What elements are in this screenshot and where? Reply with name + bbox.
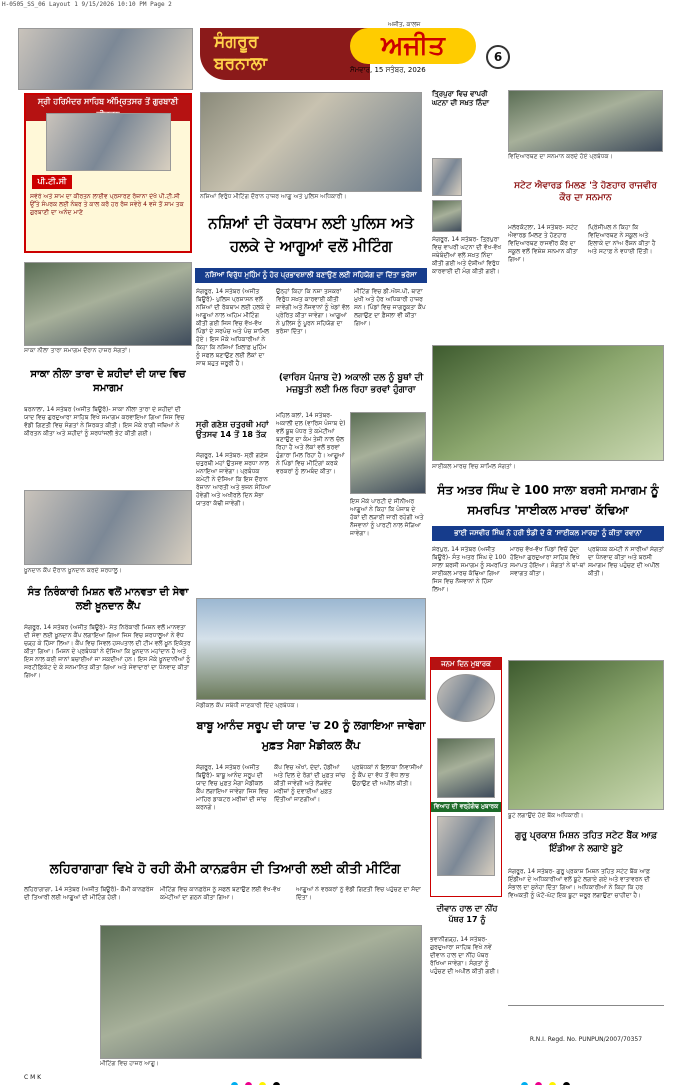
bloodcamp-photo [24,490,192,565]
golden-temple-image [46,113,171,171]
police-meeting-body-col2: ਉਨ੍ਹਾਂ ਕਿਹਾ ਕਿ ਨਸ਼ਾ ਤਸਕਰਾਂ ਵਿਰੁੱਧ ਸਖ਼ਤ ਕਾਰਵਾਈ ਕੀਤੀ ਜਾਵੇਗੀ ਅਤੇ ਨੌਜਵਾਨਾਂ ਨੂੰ ਖੇਡਾਂ ਵੱਲ ਪ੍ਰੇਰਿਤ ਕੀਤਾ ਜਾਵੇਗਾ। ਆਗੂਆਂ ਨੇ ਪੁਲਿਸ ਨੂੰ ਪੂਰਨ ਸਹਿਯੋਗ ਦਾ ਭਰੋਸਾ ਦਿੱਤਾ। [276,288,350,335]
ad-title: ਸ੍ਰੀ ਹਰਿਮੰਦਰ ਸਾਹਿਬ ਅੰਮ੍ਰਿਤਸਰ ਤੋਂ ਗੁਰਬਾਣੀ [26,95,190,121]
lehragaga-body-col2: ਮੀਟਿੰਗ ਵਿਚ ਕਾਨਫ਼ਰੰਸ ਨੂੰ ਸਫਲ ਬਣਾਉਣ ਲਈ ਵੱਖ-ਵੱਖ ਕਮੇਟੀਆਂ ਦਾ ਗਠਨ ਕੀਤਾ ਗਿਆ। [160,886,281,901]
gurbani-ad [24,93,192,253]
sant-nirankari-body: ਸੰਗਰੂਰ, 14 ਸਤੰਬਰ (ਅਜੀਤ ਬਿਊਰੋ)- ਸੰਤ ਨਿਰੰਕਾਰੀ ਮਿਸ਼ਨ ਵਲੋਂ ਮਾਨਵਤਾ ਦੀ ਸੇਵਾ ਲਈ ਖ਼ੂਨਦਾਨ ਕੈਂਪ ਲਗਾਇਆ ਗਿਆ ਜਿਸ ਵਿਚ ਸ਼ਰਧਾਲੂਆਂ ਨੇ ਵੱਧ ਚੜ੍ਹ ਕੇ ਹਿੱਸਾ ਲਿਆ। ਕੈਂਪ ਵਿਚ ਸਿਵਲ ਹਸਪਤਾਲ ਦੀ ਟੀਮ ਵਲੋਂ ਖ਼ੂਨ ਇਕੱਤਰ ਕੀਤਾ ਗਿਆ। ਮਿਸ਼ਨ ਦੇ ਪ੍ਰਬੰਧਕਾਂ ਨੇ ਦੱਸਿਆ ਕਿ ਖ਼ੂਨਦਾਨ ਮਹਾਂਦਾਨ ਹੈ ਅਤੇ ਇਸ ਨਾਲ ਕਈ ਜਾਨਾਂ ਬਚਾਈਆਂ ਜਾ ਸਕਦੀਆਂ ਹਨ। ਇਸ ਮੌਕੇ ਖ਼ੂਨਦਾਨੀਆਂ ਨੂੰ ਸਰਟੀਫ਼ਿਕੇਟ ਦੇ ਕੇ ਸਨਮਾਨਿਤ ਕੀਤਾ ਗਿਆ ਅਤੇ ਸੇਵਾਦਾਰਾਂ ਦਾ ਧੰਨਵਾਦ ਕੀਤਾ ਗਿਆ। [24,624,191,679]
top-right-body: ਸੰਗਰੂਰ, 14 ਸਤੰਬਰ- ਤ੍ਰਿਪੁਰਾ ਵਿਚ ਵਾਪਰੀ ਘਟਨਾ ਦੀ ਵੱਖ-ਵੱਖ ਜਥੇਬੰਦੀਆਂ ਵਲੋਂ ਸਖ਼ਤ ਨਿੰਦਾ ਕੀਤੀ ਗਈ ਅਤੇ ਦੋਸ਼ੀਆਂ ਵਿਰੁੱਧ ਕਾਰਵਾਈ ਦੀ ਮੰਗ ਕੀਤੀ ਗਈ। [432,236,502,275]
lehragaga-caption: ਮੀਟਿੰਗ ਵਿਚ ਹਾਜ਼ਰ ਆਗੂ। [100,1060,159,1067]
sant-attar-body-col1: ਸ਼ੇਰਪੁਰ, 14 ਸਤੰਬਰ (ਅਜੀਤ ਬਿਊਰੋ)- ਸੰਤ ਅਤਰ ਸਿੰਘ ਦੇ 100 ਸਾਲਾ ਬਰਸੀ ਸਮਾਗਮ ਨੂੰ ਸਮਰਪਿਤ ਸਾਈਕਲ ਮਾਰਚ ਕੱਢਿਆ ਗਿਆ ਜਿਸ ਵਿਚ ਨੌਜਵਾਨਾਂ ਨੇ ਹਿੱਸਾ ਲਿਆ। [432,546,508,593]
portrait-1 [432,158,462,196]
lehragaga-body-col1: ਲਹਿਰਾਗਾਗਾ, 14 ਸਤੰਬਰ (ਅਜੀਤ ਬਿਊਰੋ)- ਕੌਮੀ ਕਾਨਫ਼ਰੰਸ ਦੀ ਤਿਆਰੀ ਲਈ ਆਗੂਆਂ ਦੀ ਮੀਟਿੰਗ ਹੋਈ। [24,886,154,901]
tree-headline: ਗੁਰੂ ਪ੍ਰਕਾਸ਼ ਮਿਸ਼ਨ ਤਹਿਤ ਸਟੇਟ ਬੈਂਕ ਆਫ਼ ਇੰਡੀਆ ਨੇ ਲਗਾਏ ਬੂਟੇ [514,831,658,854]
sant-attar-body-col3: ਪ੍ਰਬੰਧਕ ਕਮੇਟੀ ਨੇ ਸਾਰੀਆਂ ਸੰਗਤਾਂ ਦਾ ਧੰਨਵਾਦ ਕੀਤਾ ਅਤੇ ਬਰਸੀ ਸਮਾਗਮ ਵਿਚ ਪਹੁੰਚਣ ਦੀ ਅਪੀਲ ਕੀਤੀ। [588,546,664,577]
greetings-box [430,657,502,897]
meeting-photo [200,92,422,192]
babu-anand-body-col1: ਸੰਗਰੂਰ, 14 ਸਤੰਬਰ (ਅਜੀਤ ਬਿਊਰੋ)- ਬਾਬੂ ਆਨੰਦ ਸਰੂਪ ਦੀ ਯਾਦ ਵਿਚ ਮੁਫ਼ਤ ਮੈਗਾ ਮੈਡੀਕਲ ਕੈਂਪ ਲਗਾਇਆ ਜਾਵੇਗਾ ਜਿਸ ਵਿਚ ਮਾਹਿਰ ਡਾਕਟਰ ਮਰੀਜ਼ਾਂ ਦੀ ਜਾਂਚ ਕਰਨਗੇ। [196,764,269,811]
lehragaga-body-col3: ਆਗੂਆਂ ਨੇ ਵਰਕਰਾਂ ਨੂੰ ਵੱਡੀ ਗਿਣਤੀ ਵਿਚ ਪਹੁੰਚਣ ਦਾ ਸੱਦਾ ਦਿੱਤਾ। [296,886,421,901]
page-number: 6 [486,45,510,69]
leaders-portraits [350,412,426,494]
warsi-headline: (ਵਾਰਿਸ ਪੰਜਾਬ ਦੇ) ਅਕਾਲੀ ਦਲ ਨੂੰ ਬੂਥਾਂ ਦੀ ਮਜ਼ਬੂਤੀ ਲਈ ਮਿਲ ਰਿਹਾ ਭਰਵਾਂ ਹੁੰਗਾਰਾ [278,373,424,395]
color-dots-right [520,1074,571,1085]
temple-photo [18,28,193,90]
newspaper-logo: ਅਜੀਤ [350,28,476,64]
warsi-body: ਮਹਿਲ ਕਲਾਂ, 14 ਸਤੰਬਰ- ਅਕਾਲੀ ਦਲ (ਵਾਰਿਸ ਪੰਜਾਬ ਦੇ) ਵਲੋਂ ਬੂਥ ਪੱਧਰ ਤੇ ਕਮੇਟੀਆਂ ਬਣਾਉਣ ਦਾ ਕੰਮ ਤੇਜ਼ੀ ਨਾਲ ਚੱਲ ਰਿਹਾ ਹੈ ਅਤੇ ਲੋਕਾਂ ਵਲੋਂ ਭਰਵਾਂ ਹੁੰਗਾਰਾ ਮਿਲ ਰਿਹਾ ਹੈ। ਆਗੂਆਂ ਨੇ ਪਿੰਡਾਂ ਵਿਚ ਮੀਟਿੰਗਾਂ ਕਰਕੇ ਵਰਕਰਾਂ ਨੂੰ ਲਾਮਬੰਦ ਕੀਤਾ। [276,412,346,475]
sakha-body: ਬਰਨਾਲਾ, 14 ਸਤੰਬਰ (ਅਜੀਤ ਬਿਊਰੋ)- ਸਾਕਾ ਨੀਲਾ ਤਾਰਾ ਦੇ ਸ਼ਹੀਦਾਂ ਦੀ ਯਾਦ ਵਿਚ ਗੁਰਦੁਆਰਾ ਸਾਹਿਬ ਵਿਖੇ ਸਮਾਗਮ ਕਰਵਾਇਆ ਗਿਆ ਜਿਸ ਵਿਚ ਵੱਡੀ ਗਿਣਤੀ ਵਿਚ ਸੰਗਤਾਂ ਨੇ ਸ਼ਿਰਕਤ ਕੀਤੀ। ਇਸ ਮੌਕੇ ਰਾਗੀ ਜਥਿਆਂ ਨੇ ਕੀਰਤਨ ਕੀਤਾ ਅਤੇ ਸ਼ਹੀਦਾਂ ਨੂੰ ਸ਼ਰਧਾਂਜਲੀ ਭੇਟ ਕੀਤੀ ਗਈ। [24,406,185,437]
janam-din-title: ਜਨਮ ਦਿਨ ਮੁਬਾਰਕ [431,658,501,670]
lehragaga-headline: ਲਹਿਰਾਗਾਗਾ ਵਿਖੇ ਹੋ ਰਹੀ ਕੌਮੀ ਕਾਨਫ਼ਰੰਸ ਦੀ ਤਿਆਰੀ ਲਈ ਕੀਤੀ ਮੀਟਿੰਗ [49,862,401,877]
tree-photo [508,660,664,810]
sant-attar-body-col2: ਮਾਰਚ ਵੱਖ-ਵੱਖ ਪਿੰਡਾਂ ਵਿਚੋਂ ਹੁੰਦਾ ਹੋਇਆ ਗੁਰਦੁਆਰਾ ਸਾਹਿਬ ਵਿਖੇ ਸਮਾਪਤ ਹੋਇਆ। ਸੰਗਤਾਂ ਨੇ ਥਾਂ-ਥਾਂ ਸਵਾਗਤ ਕੀਤਾ। [510,546,586,577]
police-meeting-body-col1: ਸੰਗਰੂਰ, 14 ਸਤੰਬਰ (ਅਜੀਤ ਬਿਊਰੋ)- ਪੁਲਿਸ ਪ੍ਰਸ਼ਾਸਨ ਵਲੋਂ ਨਸ਼ਿਆਂ ਦੀ ਰੋਕਥਾਮ ਲਈ ਹਲਕੇ ਦੇ ਆਗੂਆਂ ਨਾਲ ਅਹਿਮ ਮੀਟਿੰਗ ਕੀਤੀ ਗਈ ਜਿਸ ਵਿਚ ਵੱਖ-ਵੱਖ ਪਿੰਡਾਂ ਦੇ ਸਰਪੰਚ ਅਤੇ ਪੰਚ ਸ਼ਾਮਿਲ ਹੋਏ। ਇਸ ਮੌਕੇ ਅਧਿਕਾਰੀਆਂ ਨੇ ਕਿਹਾ ਕਿ ਨਸ਼ਿਆਂ ਖ਼ਿਲਾਫ਼ ਮੁਹਿੰਮ ਨੂੰ ਸਫਲ ਬਣਾਉਣ ਲਈ ਲੋਕਾਂ ਦਾ ਸਾਥ ਬਹੁਤ ਜ਼ਰੂਰੀ ਹੈ। [196,288,271,367]
wedding-title: ਵਿਆਹ ਦੀ ਵਰ੍ਹੇਗੰਢ ਮੁਬਾਰਕ [431,802,501,812]
couple-photo-1 [437,738,495,798]
print-slug: H-0505_SS_06 Layout 1 9/15/2026 10:10 PM Page 2 [2,1,172,8]
medical-camp-caption: ਮੈਡੀਕਲ ਕੈਂਪ ਸਬੰਧੀ ਜਾਣਕਾਰੀ ਦਿੰਦੇ ਪ੍ਰਬੰਧਕ। [196,702,299,709]
cycle-march-caption: ਸਾਈਕਲ ਮਾਰਚ ਵਿਚ ਸ਼ਾਮਿਲ ਸੰਗਤਾਂ। [432,463,516,470]
tree-body: ਸੰਗਰੂਰ, 14 ਸਤੰਬਰ- ਗੁਰੂ ਪ੍ਰਕਾਸ਼ ਮਿਸ਼ਨ ਤਹਿਤ ਸਟੇਟ ਬੈਂਕ ਆਫ਼ ਇੰਡੀਆ ਦੇ ਅਧਿਕਾਰੀਆਂ ਵਲੋਂ ਬੂਟੇ ਲਗਾਏ ਗਏ ਅਤੇ ਵਾਤਾਵਰਨ ਦੀ ਸੰਭਾਲ ਦਾ ਸੁਨੇਹਾ ਦਿੱਤਾ ਗਿਆ। ਅਧਿਕਾਰੀਆਂ ਨੇ ਕਿਹਾ ਕਿ ਹਰ ਵਿਅਕਤੀ ਨੂੰ ਘੱਟੋ-ਘੱਟ ਇਕ ਬੂਟਾ ਜ਼ਰੂਰ ਲਗਾਉਣਾ ਚਾਹੀਦਾ ਹੈ। [508,868,650,899]
sant-attar-headline: ਸੰਤ ਅਤਰ ਸਿੰਘ ਦੇ 100 ਸਾਲਾ ਬਰਸੀ ਸਮਾਗਮ ਨੂੰ ਸਮਰਪਿਤ 'ਸਾਈਕਲ ਮਾਰਚ' ਕੱਢਿਆ [437,483,659,517]
police-meeting-headline: ਨਸ਼ਿਆਂ ਦੀ ਰੋਕਥਾਮ ਲਈ ਪੁਲਿਸ ਅਤੇ ਹਲਕੇ ਦੇ ਆਗੂਆਂ ਵਲੋਂ ਮੀਟਿੰਗ [208,214,414,255]
meeting-caption: ਨਸ਼ਿਆਂ ਵਿਰੁੱਧ ਮੀਟਿੰਗ ਦੌਰਾਨ ਹਾਜ਼ਰ ਆਗੂ ਅਤੇ ਪੁਲਿਸ ਅਧਿਕਾਰੀ। [200,193,347,200]
babu-anand-headline: ਬਾਬੂ ਆਨੰਦ ਸਰੂਪ ਦੀ ਯਾਦ 'ਚ 20 ਨੂੰ ਲਗਾਇਆ ਜਾਵੇਗਾ ਮੁਫ਼ਤ ਮੈਗਾ ਮੈਡੀਕਲ ਕੈਂਪ [196,719,426,752]
award-body-col2: ਪ੍ਰਿੰਸੀਪਲ ਨੇ ਕਿਹਾ ਕਿ ਵਿਦਿਆਰਥਣ ਨੇ ਸਕੂਲ ਅਤੇ ਇਲਾਕੇ ਦਾ ਨਾਂਅ ਰੌਸ਼ਨ ਕੀਤਾ ਹੈ ਅਤੇ ਸਟਾਫ਼ ਨੇ ਵਧਾਈ ਦਿੱਤੀ। [588,224,656,255]
warsi-body-col2: ਇਸ ਮੌਕੇ ਪਾਰਟੀ ਦੇ ਸੀਨੀਅਰ ਆਗੂਆਂ ਨੇ ਕਿਹਾ ਕਿ ਪੰਜਾਬ ਦੇ ਹੱਕਾਂ ਦੀ ਲੜਾਈ ਜਾਰੀ ਰਹੇਗੀ ਅਤੇ ਨੌਜਵਾਨਾਂ ਨੂੰ ਪਾਰਟੀ ਨਾਲ ਜੋੜਿਆ ਜਾਵੇਗਾ। [350,498,424,537]
deewan-body: ਭਵਾਨੀਗੜ੍ਹ, 14 ਸਤੰਬਰ- ਗੁਰਦੁਆਰਾ ਸਾਹਿਬ ਵਿਖੇ ਨਵੇਂ ਦੀਵਾਨ ਹਾਲ ਦਾ ਨੀਂਹ ਪੱਥਰ ਰੱਖਿਆ ਜਾਵੇਗਾ। ਸੰਗਤਾਂ ਨੂੰ ਪਹੁੰਚਣ ਦੀ ਅਪੀਲ ਕੀਤੀ ਗਈ। [430,936,500,975]
ptc-tag: ਪੀ.ਟੀ.ਸੀ [32,175,72,189]
medical-camp-photo [196,598,426,700]
award-caption: ਵਿਦਿਆਰਥਣ ਦਾ ਸਨਮਾਨ ਕਰਦੇ ਹੋਏ ਪ੍ਰਬੰਧਕ। [508,153,613,160]
police-meeting-body-col3: ਮੀਟਿੰਗ ਵਿਚ ਡੀ.ਐਸ.ਪੀ, ਥਾਣਾ ਮੁਖੀ ਅਤੇ ਹੋਰ ਅਧਿਕਾਰੀ ਹਾਜ਼ਰ ਸਨ। ਪਿੰਡਾਂ ਵਿਚ ਜਾਗਰੂਕਤਾ ਕੈਂਪ ਲਗਾਉਣ ਦਾ ਫ਼ੈਸਲਾ ਵੀ ਕੀਤਾ ਗਿਆ। [354,288,426,327]
bloodcamp-caption: ਖ਼ੂਨਦਾਨ ਕੈਂਪ ਦੌਰਾਨ ਖ਼ੂਨਦਾਨ ਕਰਦੇ ਸ਼ਰਧਾਲੂ। [24,567,122,574]
top-right-headline: ਤ੍ਰਿਪੁਰਾ ਵਿਚ ਵਾਪਰੀ ਘਟਨਾ ਦੀ ਸਖ਼ਤ ਨਿੰਦਾ [432,90,489,107]
award-headline: ਸਟੇਟ ਐਵਾਰਡ ਮਿਲਣ 'ਤੇ ਹੋਣਹਾਰ ਰਾਜਵੀਰ ਕੌਰ ਦਾ ਸਨਮਾਨ [514,181,657,203]
issue-date: ਸੋਮਵਾਰ, 15 ਸਤੰਬਰ, 2026 [350,66,426,74]
award-body-col1: ਮਲੇਰਕੋਟਲਾ, 14 ਸਤੰਬਰ- ਸਟੇਟ ਐਵਾਰਡ ਮਿਲਣ ਤੇ ਹੋਣਹਾਰ ਵਿਦਿਆਰਥਣ ਰਾਜਵੀਰ ਕੌਰ ਦਾ ਸਕੂਲ ਵਲੋਂ ਵਿਸ਼ੇਸ਼ ਸਨਮਾਨ ਕੀਤਾ ਗਿਆ। [508,224,578,263]
cycle-march-photo [432,345,664,461]
sakha-headline: ਸਾਕਾ ਨੀਲਾ ਤਾਰਾ ਦੇ ਸ਼ਹੀਦਾਂ ਦੀ ਯਾਦ ਵਿਚ ਸਮਾਗਮ [30,369,186,394]
portrait-2 [432,200,462,232]
edition-name-line2: ਬਰਨਾਲਾ [214,54,267,74]
babu-anand-body-col3: ਪ੍ਰਬੰਧਕਾਂ ਨੇ ਇਲਾਕਾ ਨਿਵਾਸੀਆਂ ਨੂੰ ਕੈਂਪ ਦਾ ਵੱਧ ਤੋਂ ਵੱਧ ਲਾਭ ਉਠਾਉਣ ਦੀ ਅਪੀਲ ਕੀਤੀ। [352,764,423,787]
printer-line [508,1005,664,1053]
edition-name-line1: ਸੰਗਰੂਰ [214,32,259,52]
birthday-portrait [437,674,495,722]
color-dots [230,1074,281,1085]
masthead [200,21,488,80]
sakha-photo [24,262,192,346]
ad-body: ਸਵੇਰੇ ਅਤੇ ਸ਼ਾਮ ਦਾ ਕੀਰਤਨ ਲਾਈਵ ਪ੍ਰਸਾਰਣ ਰੋਜ਼ਾਨਾ ਦੇਖੋ ਪੀ.ਟੀ.ਸੀ ਉੱਤੇ ਸੰਪਰਕ ਲਈ ਨੰਬਰ ਤੇ ਕਾਲ ਕਰੋ ਹਰ ਰੋਜ਼ ਸਵੇਰੇ 4 ਵਜੇ ਤੋਂ ਸ਼ਾਮ ਤਕ ਗੁਰਬਾਣੀ ਦਾ ਅਨੰਦ ਮਾਣੋ [30,193,184,216]
masthead-small: ਅਜੀਤ, ਕਾਲਜ [388,21,421,28]
registration-number: R.N.I. Regd. No. PUNPUN/2007/70357 [529,1036,643,1043]
police-meeting-banner: ਨਸ਼ਿਆਂ ਵਿਰੁੱਧ ਮੁਹਿੰਮ ਨੂੰ ਹੋਰ ਪ੍ਰਭਾਵਸ਼ਾਲੀ ਬਣਾਉਣ ਲਈ ਸਹਿਯੋਗ ਦਾ ਦਿੱਤਾ ਭਰੋਸਾ [195,268,427,283]
cmyk-label: C M K [24,1074,42,1081]
sakha-caption: ਸਾਕਾ ਨੀਲਾ ਤਾਰਾ ਸਮਾਗਮ ਦੌਰਾਨ ਹਾਜ਼ਰ ਸੰਗਤਾਂ। [24,347,132,354]
ganesh-body: ਸੰਗਰੂਰ, 14 ਸਤੰਬਰ- ਸ੍ਰੀ ਗਣੇਸ਼ ਚਤੁਰਥੀ ਮਹਾਂ ਉਤਸਵ ਸ਼ਰਧਾ ਨਾਲ ਮਨਾਇਆ ਜਾਵੇਗਾ। ਪ੍ਰਬੰਧਕ ਕਮੇਟੀ ਨੇ ਦੱਸਿਆ ਕਿ ਇਸ ਦੌਰਾਨ ਰੋਜ਼ਾਨਾ ਆਰਤੀ ਅਤੇ ਭਜਨ ਸੰਧਿਆ ਹੋਵੇਗੀ ਅਤੇ ਅਖੀਰਲੇ ਦਿਨ ਸ਼ੋਭਾ ਯਾਤਰਾ ਕੱਢੀ ਜਾਵੇਗੀ। [196,452,271,507]
award-photo [508,90,663,152]
edition-name [200,28,370,80]
babu-anand-body-col2: ਕੈਂਪ ਵਿਚ ਅੱਖਾਂ, ਦੰਦਾਂ, ਹੱਡੀਆਂ ਅਤੇ ਦਿਲ ਦੇ ਰੋਗਾਂ ਦੀ ਮੁਫ਼ਤ ਜਾਂਚ ਕੀਤੀ ਜਾਵੇਗੀ ਅਤੇ ਲੋੜਵੰਦ ਮਰੀਜ਼ਾਂ ਨੂੰ ਦਵਾਈਆਂ ਮੁਫ਼ਤ ਦਿੱਤੀਆਂ ਜਾਣਗੀਆਂ। [274,764,346,803]
sant-attar-banner: ਭਾਈ ਜਸਵੀਰ ਸਿੰਘ ਨੇ ਹਰੀ ਝੰਡੀ ਦੇ ਕੇ 'ਸਾਈਕਲ ਮਾਰਚ' ਨੂੰ ਕੀਤਾ ਰਵਾਨਾ [432,526,664,541]
sant-nirankari-headline: ਸੰਤ ਨਿਰੰਕਾਰੀ ਮਿਸ਼ਨ ਵਲੋਂ ਮਾਨਵਤਾ ਦੀ ਸੇਵਾ ਲਈ ਖ਼ੂਨਦਾਨ ਕੈਂਪ [27,587,189,612]
tree-caption: ਬੂਟੇ ਲਗਾਉਂਦੇ ਹੋਏ ਬੈਂਕ ਅਧਿਕਾਰੀ। [508,812,584,819]
deewan-headline: ਦੀਵਾਨ ਹਾਲ ਦਾ ਨੀਂਹ ਪੱਥਰ 17 ਨੂੰ [436,904,498,924]
ganesh-headline: ਸ੍ਰੀ ਗਣੇਸ਼ ਚਤੁਰਥੀ ਮਹਾਂ ਉਤਸਵ 14 ਤੋਂ 18 ਤੱਕ [196,420,269,439]
cmyk-marks [0,1071,687,1085]
couple-photo-2 [437,816,495,876]
lehragaga-photo [100,925,422,1059]
